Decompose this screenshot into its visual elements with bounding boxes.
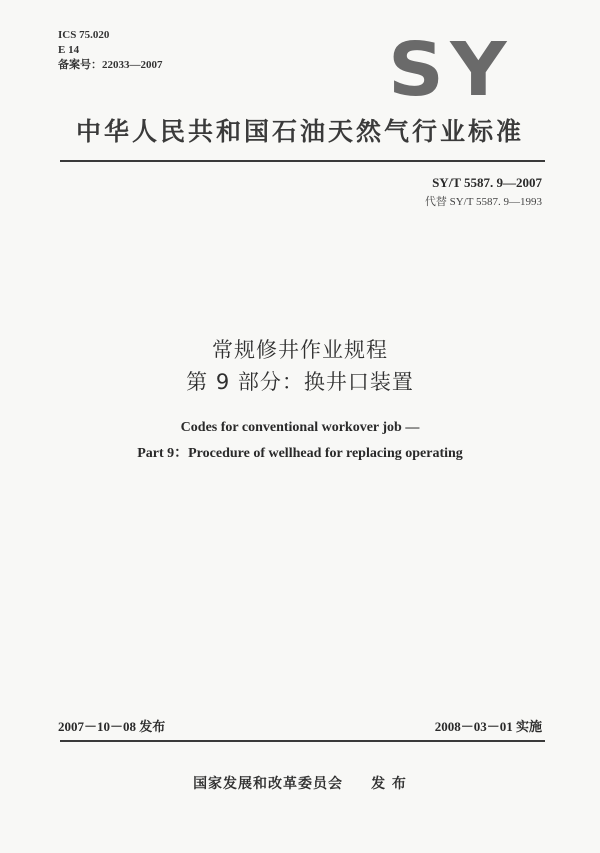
bottom-divider: [60, 740, 545, 742]
replaced-standard: 代替 SY/T 5587. 9—1993: [424, 196, 542, 208]
organization-title: 中华人民共和国石油天然气行业标准: [75, 117, 524, 146]
record-number: 备案号：22033—2007: [58, 59, 163, 71]
standard-number: SY/T 5587. 9—2007: [432, 175, 542, 190]
publish-action: 发 布: [371, 776, 407, 792]
issue-date: 2007－10－08 发布: [58, 719, 166, 734]
title-chinese-line-1: 常规修井作业规程: [212, 338, 388, 362]
sy-logo: SY: [388, 27, 513, 113]
ics-code: ICS 75.020: [58, 29, 110, 41]
title-english-line-2: Part 9：Procedure of wellhead for replacing operating: [137, 446, 463, 461]
class-code: E 14: [58, 44, 80, 56]
title-chinese-line-2: 第 9 部分：换井口装置: [186, 370, 414, 394]
classification-block: [58, 28, 163, 73]
title-english-line-1: Codes for conventional workover job —: [180, 420, 420, 435]
top-divider: [60, 160, 545, 162]
publisher-name: 国家发展和改革委员会: [193, 776, 344, 792]
effective-date: 2008－03－01 实施: [434, 719, 542, 734]
publisher-line: [0, 773, 600, 793]
